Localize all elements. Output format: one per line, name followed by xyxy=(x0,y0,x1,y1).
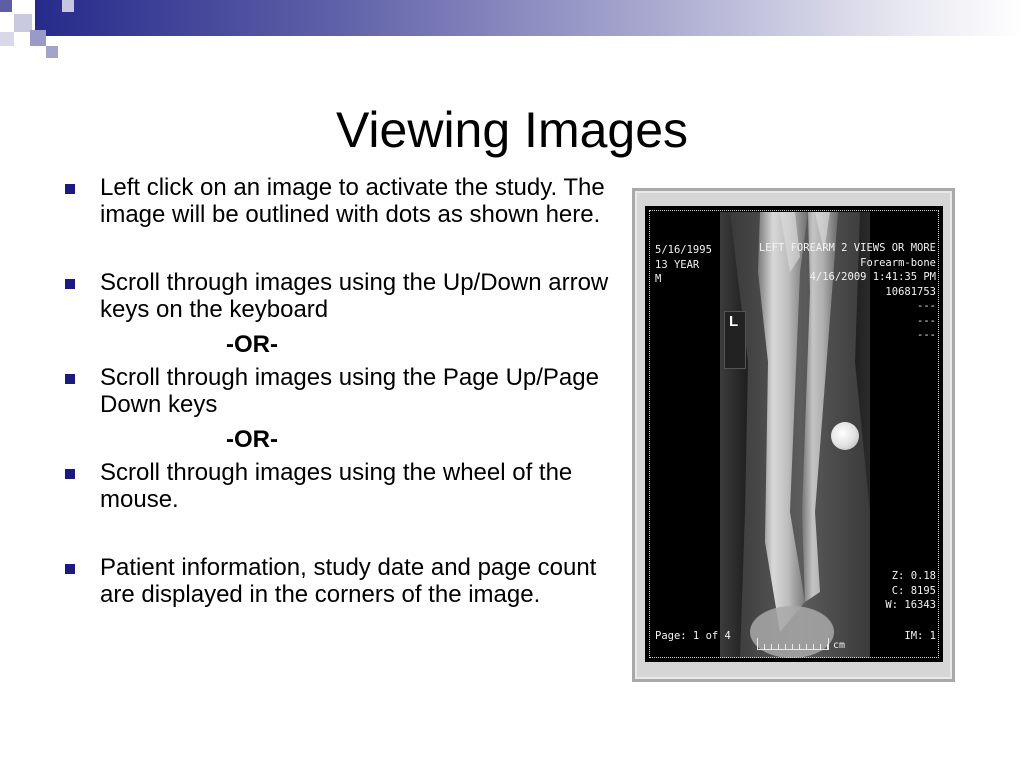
bullet-square-icon xyxy=(65,184,75,194)
image-number: IM: 1 xyxy=(904,630,936,642)
window-center: C: 8195 xyxy=(891,584,936,597)
empty-field: --- xyxy=(917,314,936,327)
or-separator: -OR- xyxy=(226,331,278,358)
study-id: 10681753 xyxy=(885,285,936,298)
bullet-item xyxy=(60,364,625,418)
birth-date: 5/16/1995 xyxy=(655,244,712,256)
bullet-square-icon xyxy=(65,469,75,479)
decor-square xyxy=(0,32,14,46)
bullet-item xyxy=(60,174,625,228)
bullet-item xyxy=(60,269,625,323)
window-width: W: 16343 xyxy=(885,599,936,611)
empty-field: --- xyxy=(917,329,936,341)
bullet-list xyxy=(60,174,625,608)
calibration-marker xyxy=(831,422,859,450)
decor-square xyxy=(30,30,46,46)
bullet-text: Scroll through images using the Page Up/Page Down keys xyxy=(100,364,599,418)
empty-field: --- xyxy=(917,300,936,312)
bullet-square-icon xyxy=(65,374,75,384)
scale-ruler xyxy=(757,638,829,650)
decor-square xyxy=(14,0,32,12)
decor-square xyxy=(0,0,12,12)
zoom-level: Z: 0.18 xyxy=(891,570,936,582)
study-info-overlay xyxy=(759,241,936,343)
slide-title: Viewing Images xyxy=(335,102,689,158)
top-gradient-bar xyxy=(35,0,1024,36)
bullet-square-icon xyxy=(65,564,75,574)
page-count: Page: 1 of 4 xyxy=(655,630,731,642)
patient-sex: M xyxy=(655,273,662,285)
decor-square xyxy=(46,46,58,58)
study-description: LEFT FOREARM 2 VIEWS OR MORE xyxy=(758,242,936,254)
bullet-text: Scroll through images using the wheel of the mouse. xyxy=(100,459,573,513)
laterality-label: L xyxy=(729,313,739,330)
series-description: Forearm-bone xyxy=(860,256,936,269)
bullet-item xyxy=(60,459,625,513)
patient-info-overlay xyxy=(655,243,712,287)
bullet-text: Scroll through images using the Up/Down arrow keys on the keyboard xyxy=(100,269,609,323)
bullet-text: Left click on an image to activate the study. The image will be outlined with dots as shown here. xyxy=(100,174,605,228)
decor-square xyxy=(62,0,74,12)
window-level-overlay xyxy=(885,569,936,613)
laterality-marker xyxy=(724,311,746,369)
or-separator: -OR- xyxy=(226,426,278,453)
bullet-text: Patient information, study date and page count are displayed in the corners of the image. xyxy=(100,554,597,608)
study-datetime: 4/16/2009 1:41:35 PM xyxy=(809,271,936,283)
ruler-unit-label: cm xyxy=(833,640,846,651)
patient-age: 13 YEAR xyxy=(655,258,700,271)
bullet-item xyxy=(60,554,625,608)
bullet-square-icon xyxy=(65,279,75,289)
